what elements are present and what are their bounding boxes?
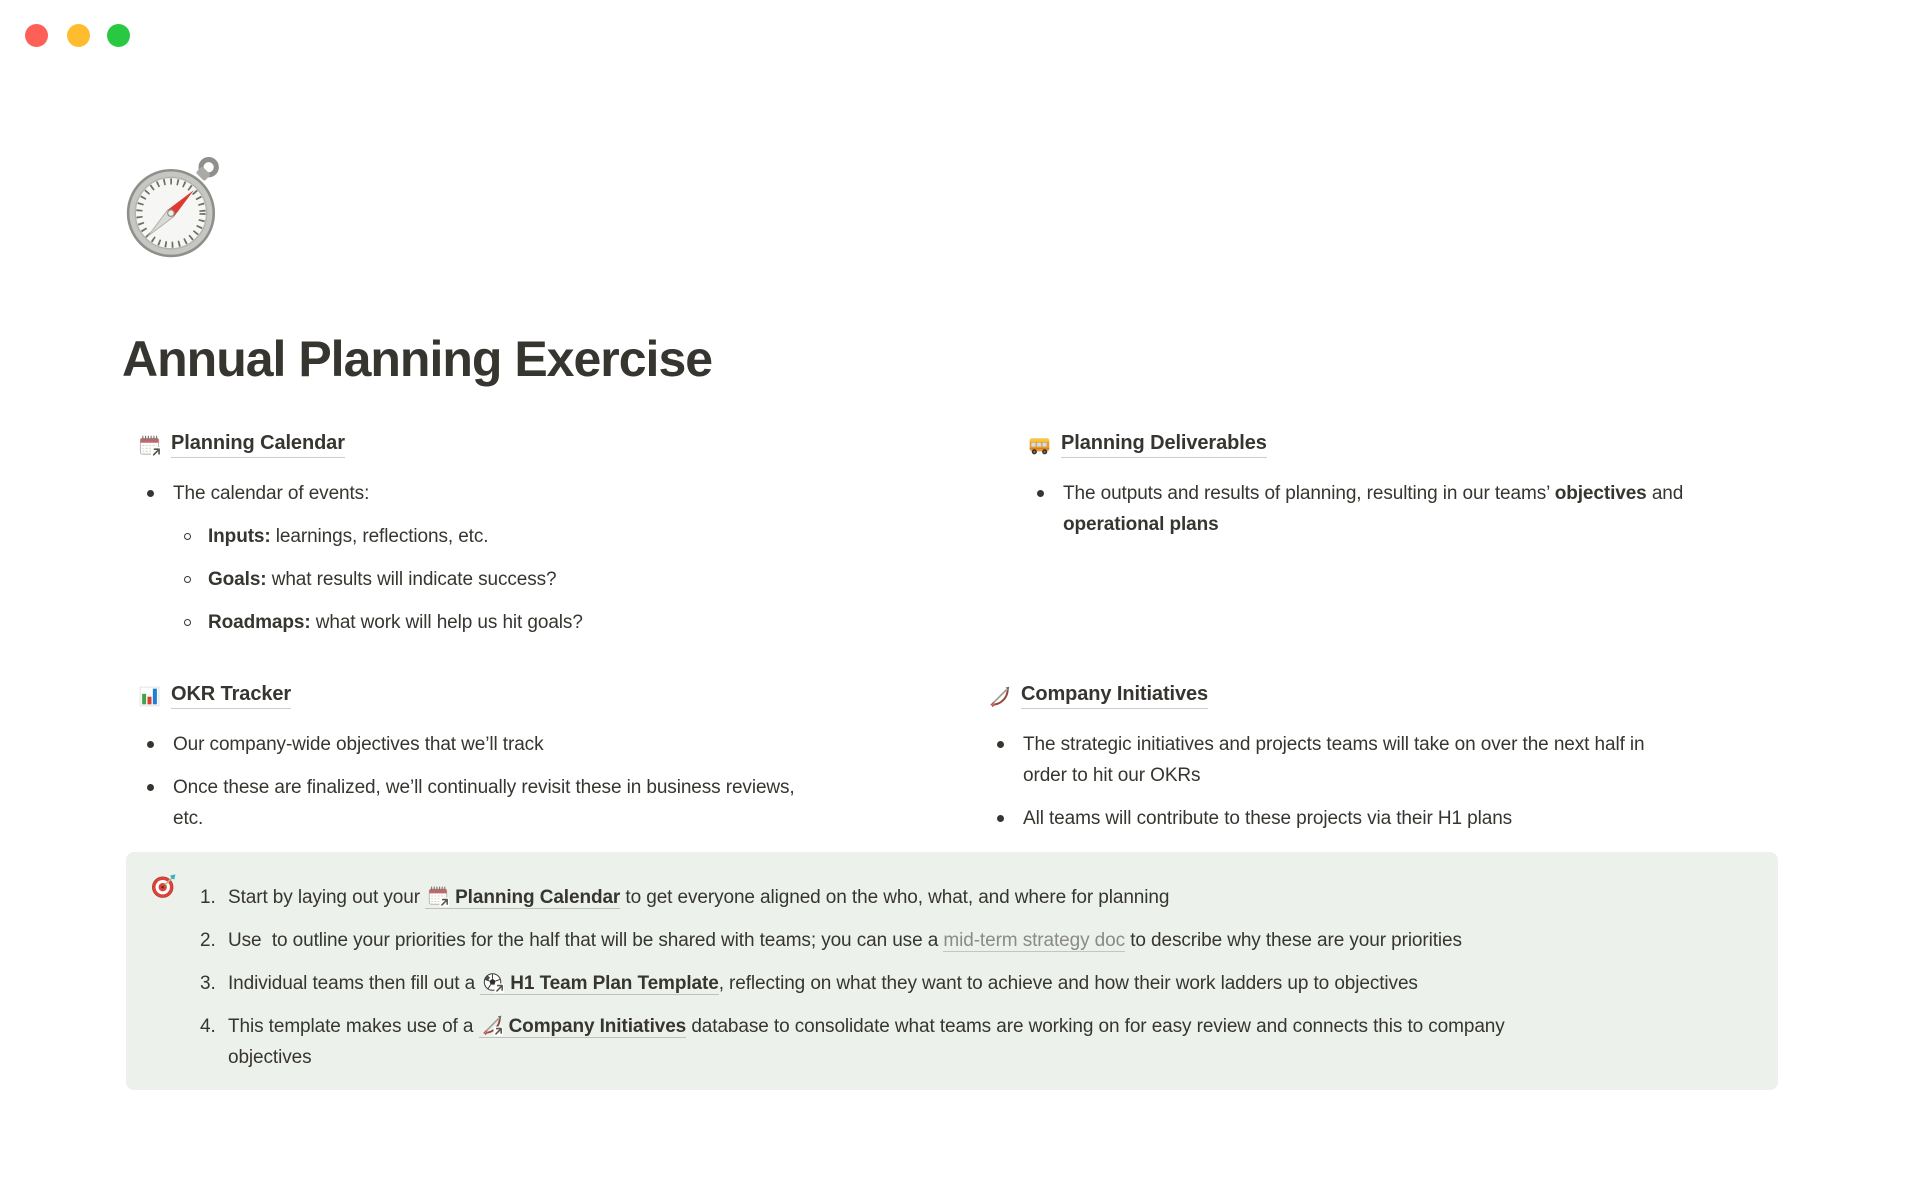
disc-bullet-marker — [147, 741, 154, 748]
disc-bullet-marker — [997, 741, 1004, 748]
mention-text: H1 Team Plan Template — [510, 973, 719, 994]
bullet-text — [173, 483, 369, 504]
calendar-link-icon — [138, 434, 161, 457]
company-initiatives-mention[interactable] — [479, 1016, 687, 1038]
bullet-list — [138, 729, 948, 834]
section-okr-tracker — [138, 681, 948, 846]
text: Individual teams then fill out a — [228, 973, 481, 994]
bus-icon — [1028, 434, 1051, 457]
bullet-text — [173, 777, 795, 829]
circle-bullet-marker — [184, 576, 191, 583]
step-text — [228, 887, 1169, 909]
bullet-text — [1063, 483, 1683, 535]
bold-text: objectives — [1554, 483, 1647, 504]
section-title: OKR Tracker — [171, 683, 291, 709]
section-planning-calendar — [138, 430, 828, 650]
zoom-button[interactable] — [107, 24, 130, 47]
text: etc. — [173, 808, 204, 829]
step-number: 2. — [200, 930, 216, 951]
h1-team-plan-template-mention[interactable] — [480, 973, 718, 995]
text: and — [1646, 483, 1684, 504]
text: This template makes use of a — [228, 1016, 479, 1037]
planning-calendar-page-link[interactable] — [138, 430, 828, 460]
bow-arrow-icon — [988, 685, 1011, 708]
sub-bullet-item — [138, 564, 828, 595]
minimize-button[interactable] — [67, 24, 90, 47]
text: to get everyone aligned on the who, what, and where for planning — [620, 887, 1170, 908]
goal-callout — [126, 852, 1778, 1090]
bullet-text — [1023, 808, 1512, 829]
section-planning-deliverables — [1028, 430, 1803, 552]
bullet-item — [138, 478, 828, 509]
goal-steps — [150, 882, 1754, 1073]
section-title: Planning Deliverables — [1061, 432, 1267, 458]
section-title: Planning Calendar — [171, 432, 345, 458]
disc-bullet-marker — [1037, 490, 1044, 497]
step-number: 1. — [200, 887, 216, 908]
circle-bullet-marker — [184, 619, 191, 626]
bullet-text — [173, 734, 543, 755]
text: The outputs and results of planning, resulting in our teams’ — [1063, 483, 1555, 504]
text: Use to outline your priorities for the half that will be shared with teams; you can use a — [228, 930, 944, 951]
text: order to hit our OKRs — [1023, 765, 1201, 786]
numbered-step — [150, 1011, 1754, 1073]
close-button[interactable] — [25, 24, 48, 47]
text: All teams will contribute to these projects via their H1 plans — [1023, 808, 1513, 829]
text: The calendar of events: — [173, 483, 370, 504]
numbered-step — [150, 925, 1754, 956]
step-text — [228, 930, 1462, 952]
bow-arrow-link-icon — [481, 1014, 503, 1036]
bullet-item — [138, 729, 948, 760]
bullet-item — [138, 772, 948, 834]
disc-bullet-marker — [997, 815, 1004, 822]
step-text — [228, 973, 1418, 995]
bullet-item — [988, 803, 1813, 834]
company-initiatives-page-link[interactable] — [988, 681, 1813, 711]
mention-text: Planning Calendar — [455, 887, 621, 908]
bullet-list — [1028, 478, 1803, 540]
compass-icon[interactable] — [124, 156, 226, 258]
numbered-step — [150, 968, 1754, 999]
section-company-initiatives — [988, 681, 1813, 846]
bullet-text — [208, 526, 488, 547]
bullet-text — [1023, 734, 1645, 786]
planning-calendar-mention[interactable] — [425, 887, 620, 909]
bullet-list — [138, 478, 828, 638]
text: The strategic initiatives and projects teams will take on over the next half in — [1023, 734, 1645, 755]
chart-icon — [138, 685, 161, 708]
bullet-item — [1028, 478, 1803, 540]
planning-deliverables-page-link[interactable] — [1028, 430, 1803, 460]
bullet-text — [208, 569, 557, 590]
calendar-link-icon — [427, 885, 449, 907]
step-number: 3. — [200, 973, 216, 994]
circle-bullet-marker — [184, 533, 191, 540]
step-text — [228, 1016, 1505, 1068]
text: learnings, reflections, etc. — [270, 526, 489, 547]
step-number: 4. — [200, 1016, 216, 1037]
page-title[interactable]: Annual Planning Exercise — [122, 331, 713, 387]
soccer-link-icon — [482, 971, 504, 993]
text: what results will indicate success? — [266, 569, 557, 590]
sub-bullet-item — [138, 521, 828, 552]
text: to describe why these are your priorities — [1125, 930, 1462, 951]
bold-text: Roadmaps: — [208, 612, 311, 633]
mid-term-strategy-doc-link[interactable]: mid-term strategy doc — [943, 930, 1126, 951]
text: objectives — [228, 1047, 312, 1068]
text: what work will help us hit goals? — [310, 612, 583, 633]
mention-text: Company Initiatives — [508, 1016, 687, 1037]
disc-bullet-marker — [147, 490, 154, 497]
text: Once these are finalized, we’ll continually revisit these in business reviews, — [173, 777, 795, 798]
section-title: Company Initiatives — [1021, 683, 1208, 709]
bullet-item — [988, 729, 1813, 791]
text: , reflecting on what they want to achieve and how their work ladders up to objectives — [718, 973, 1418, 994]
bullet-list — [988, 729, 1813, 834]
bold-text: operational plans — [1063, 514, 1219, 535]
text: database to consolidate what teams are working on for easy review and connects this to company — [686, 1016, 1505, 1037]
disc-bullet-marker — [147, 784, 154, 791]
sub-bullet-item — [138, 607, 828, 638]
bullet-text — [208, 612, 583, 633]
numbered-step — [150, 882, 1754, 913]
text: Start by laying out your — [228, 887, 426, 908]
okr-tracker-page-link[interactable] — [138, 681, 948, 711]
bold-text: Inputs: — [208, 526, 271, 547]
bold-text: Goals: — [208, 569, 267, 590]
text: Our company-wide objectives that we’ll track — [173, 734, 544, 755]
